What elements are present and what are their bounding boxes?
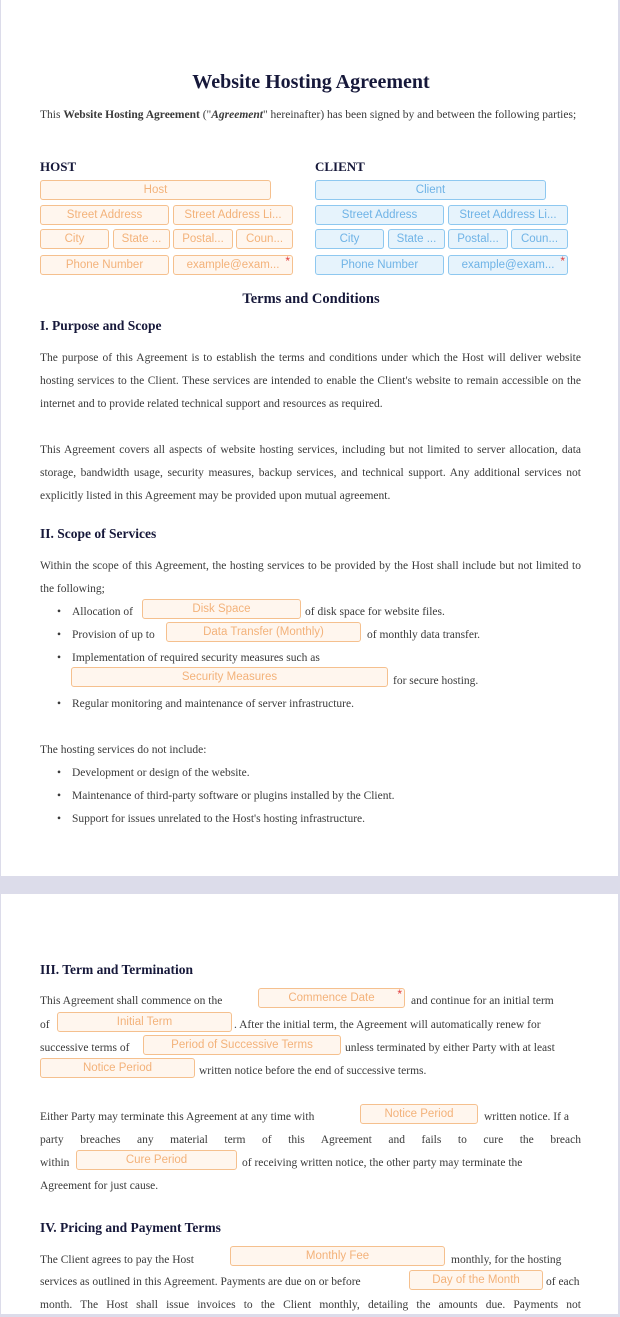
terms-title: Terms and Conditions [242, 291, 380, 307]
data-transfer-field[interactable]: Data Transfer (Monthly) [166, 622, 361, 642]
exclusion-item: • Development or design of the website. [72, 762, 250, 785]
term-line-2-post: . After the initial term, the Agreement will automatically renew for [234, 1019, 541, 1031]
termination-line-4: Agreement for just cause. [40, 1180, 159, 1192]
section-1-paragraph-1: The purpose of this Agreement is to establish the terms and conditions under which the Host will deliver website hosting services to the Client. These services are intended to enable the Client's website to remain accessible on the internet and to provide related technical support and resources as required. [40, 352, 581, 410]
term-line-1-pre: This Agreement shall commence on the [40, 995, 223, 1007]
payment-line-2-pre: services as outlined in this Agreement. Payments are due on or before [40, 1276, 361, 1288]
bullet-disk-post: of disk space for website files. [305, 606, 445, 618]
day-of-month-field[interactable]: Day of the Month [409, 1270, 543, 1290]
termination-line-3-pre: within [40, 1157, 70, 1169]
section-2-heading: II. Scope of Services [40, 526, 157, 541]
termination-line-2: party breaches any material term of this Agreement and fails to cure the breach [40, 1134, 581, 1146]
intro-text: " hereinafter) has been signed by and between the following parties; [262, 109, 577, 121]
security-measures-field[interactable]: Security Measures [71, 667, 388, 687]
host-city-field[interactable]: City [40, 229, 109, 249]
commence-date-field[interactable]: Commence Date * [258, 988, 405, 1008]
termination-line-1-post: written notice. If a [484, 1111, 569, 1123]
host-country-field[interactable]: Coun... [236, 229, 293, 249]
host-label: HOST [40, 159, 77, 174]
section-2-paragraph: Within the scope of this Agreement, the hosting services to be provided by the Host shall include but not limited to the following; [40, 560, 581, 595]
bullet-transfer-post: of monthly data transfer. [367, 629, 481, 641]
payment-line-1-post: monthly, for the hosting [451, 1254, 562, 1266]
monthly-fee-field[interactable]: Monthly Fee [230, 1246, 445, 1266]
termination-line-1-pre: Either Party may terminate this Agreement at any time with [40, 1111, 315, 1123]
intro-text: (" [199, 109, 212, 121]
initial-term-field[interactable]: Initial Term [57, 1012, 232, 1032]
client-name-field[interactable]: Client [315, 180, 546, 200]
client-state-field[interactable]: State ... [388, 229, 445, 249]
term-line-3-pre: successive terms of [40, 1042, 130, 1054]
page-separator [0, 876, 620, 894]
section-4-heading: IV. Pricing and Payment Terms [40, 1220, 221, 1235]
section-1-heading: I. Purpose and Scope [40, 318, 162, 333]
successive-terms-field[interactable]: Period of Successive Terms [143, 1035, 341, 1055]
client-city-field[interactable]: City [315, 229, 384, 249]
host-street-field[interactable]: Street Address [40, 205, 169, 225]
document-page-2 [1, 894, 618, 1314]
intro-bold: Website Hosting Agreement [63, 109, 200, 121]
document-page-1 [1, 0, 618, 876]
host-phone-field[interactable]: Phone Number [40, 255, 169, 275]
bullet-disk-text: • Allocation of [72, 601, 133, 624]
bullet-monitoring: • Regular monitoring and maintenance of server infrastructure. [72, 693, 354, 716]
section-3-heading: III. Term and Termination [40, 962, 194, 977]
client-label: CLIENT [315, 159, 365, 174]
bullet-transfer-text: • Provision of up to [72, 624, 155, 647]
client-phone-field[interactable]: Phone Number [315, 255, 444, 275]
document-title: Website Hosting Agreement [192, 71, 430, 93]
payment-line-2-post: of each [546, 1276, 580, 1288]
disk-space-field[interactable]: Disk Space [142, 599, 301, 619]
cure-period-field[interactable]: Cure Period [76, 1150, 237, 1170]
term-line-2-pre: of [40, 1019, 50, 1031]
notice-period-2-field[interactable]: Notice Period [360, 1104, 478, 1124]
payment-line-1-pre: The Client agrees to pay the Host [40, 1254, 194, 1266]
intro-italic: Agreement [211, 109, 263, 121]
term-line-3-post: unless terminated by either Party with at least [345, 1042, 555, 1054]
host-email-field[interactable]: example@exam... * [173, 255, 293, 275]
exclusion-item: • Support for issues unrelated to the Host's hosting infrastructure. [72, 808, 365, 831]
term-line-1-post: and continue for an initial term [411, 995, 554, 1007]
client-email-field[interactable]: example@exam... * [448, 255, 568, 275]
notice-period-field[interactable]: Notice Period [40, 1058, 195, 1078]
client-country-field[interactable]: Coun... [511, 229, 568, 249]
term-line-4-post: written notice before the end of successive terms. [199, 1065, 427, 1077]
intro-paragraph [40, 104, 581, 127]
host-postal-field[interactable]: Postal... [173, 229, 233, 249]
client-street2-field[interactable]: Street Address Li... [448, 205, 568, 225]
section-1-paragraph-2: This Agreement covers all aspects of website hosting services, including but not limited to server allocation, data storage, bandwidth usage, security measures, backup services, and technical support. Any additional services not explicitly listed in this Agreement may be provided upon mutual agreement. [40, 444, 581, 502]
host-street2-field[interactable]: Street Address Li... [173, 205, 293, 225]
payment-line-3: month. The Host shall issue invoices to the Client monthly, detailing the amounts due. Payments not [40, 1299, 581, 1311]
host-name-field[interactable]: Host [40, 180, 271, 200]
client-postal-field[interactable]: Postal... [448, 229, 508, 249]
bullet-security-post: for secure hosting. [393, 675, 479, 687]
exclusion-item: • Maintenance of third-party software or plugins installed by the Client. [72, 785, 395, 808]
termination-line-3-post: of receiving written notice, the other party may terminate the [242, 1157, 523, 1169]
intro-text: This [40, 109, 64, 121]
bullet-security-text: • Implementation of required security measures such as [72, 647, 320, 670]
client-street-field[interactable]: Street Address [315, 205, 444, 225]
exclusions-intro: The hosting services do not include: [40, 744, 207, 756]
host-state-field[interactable]: State ... [113, 229, 170, 249]
